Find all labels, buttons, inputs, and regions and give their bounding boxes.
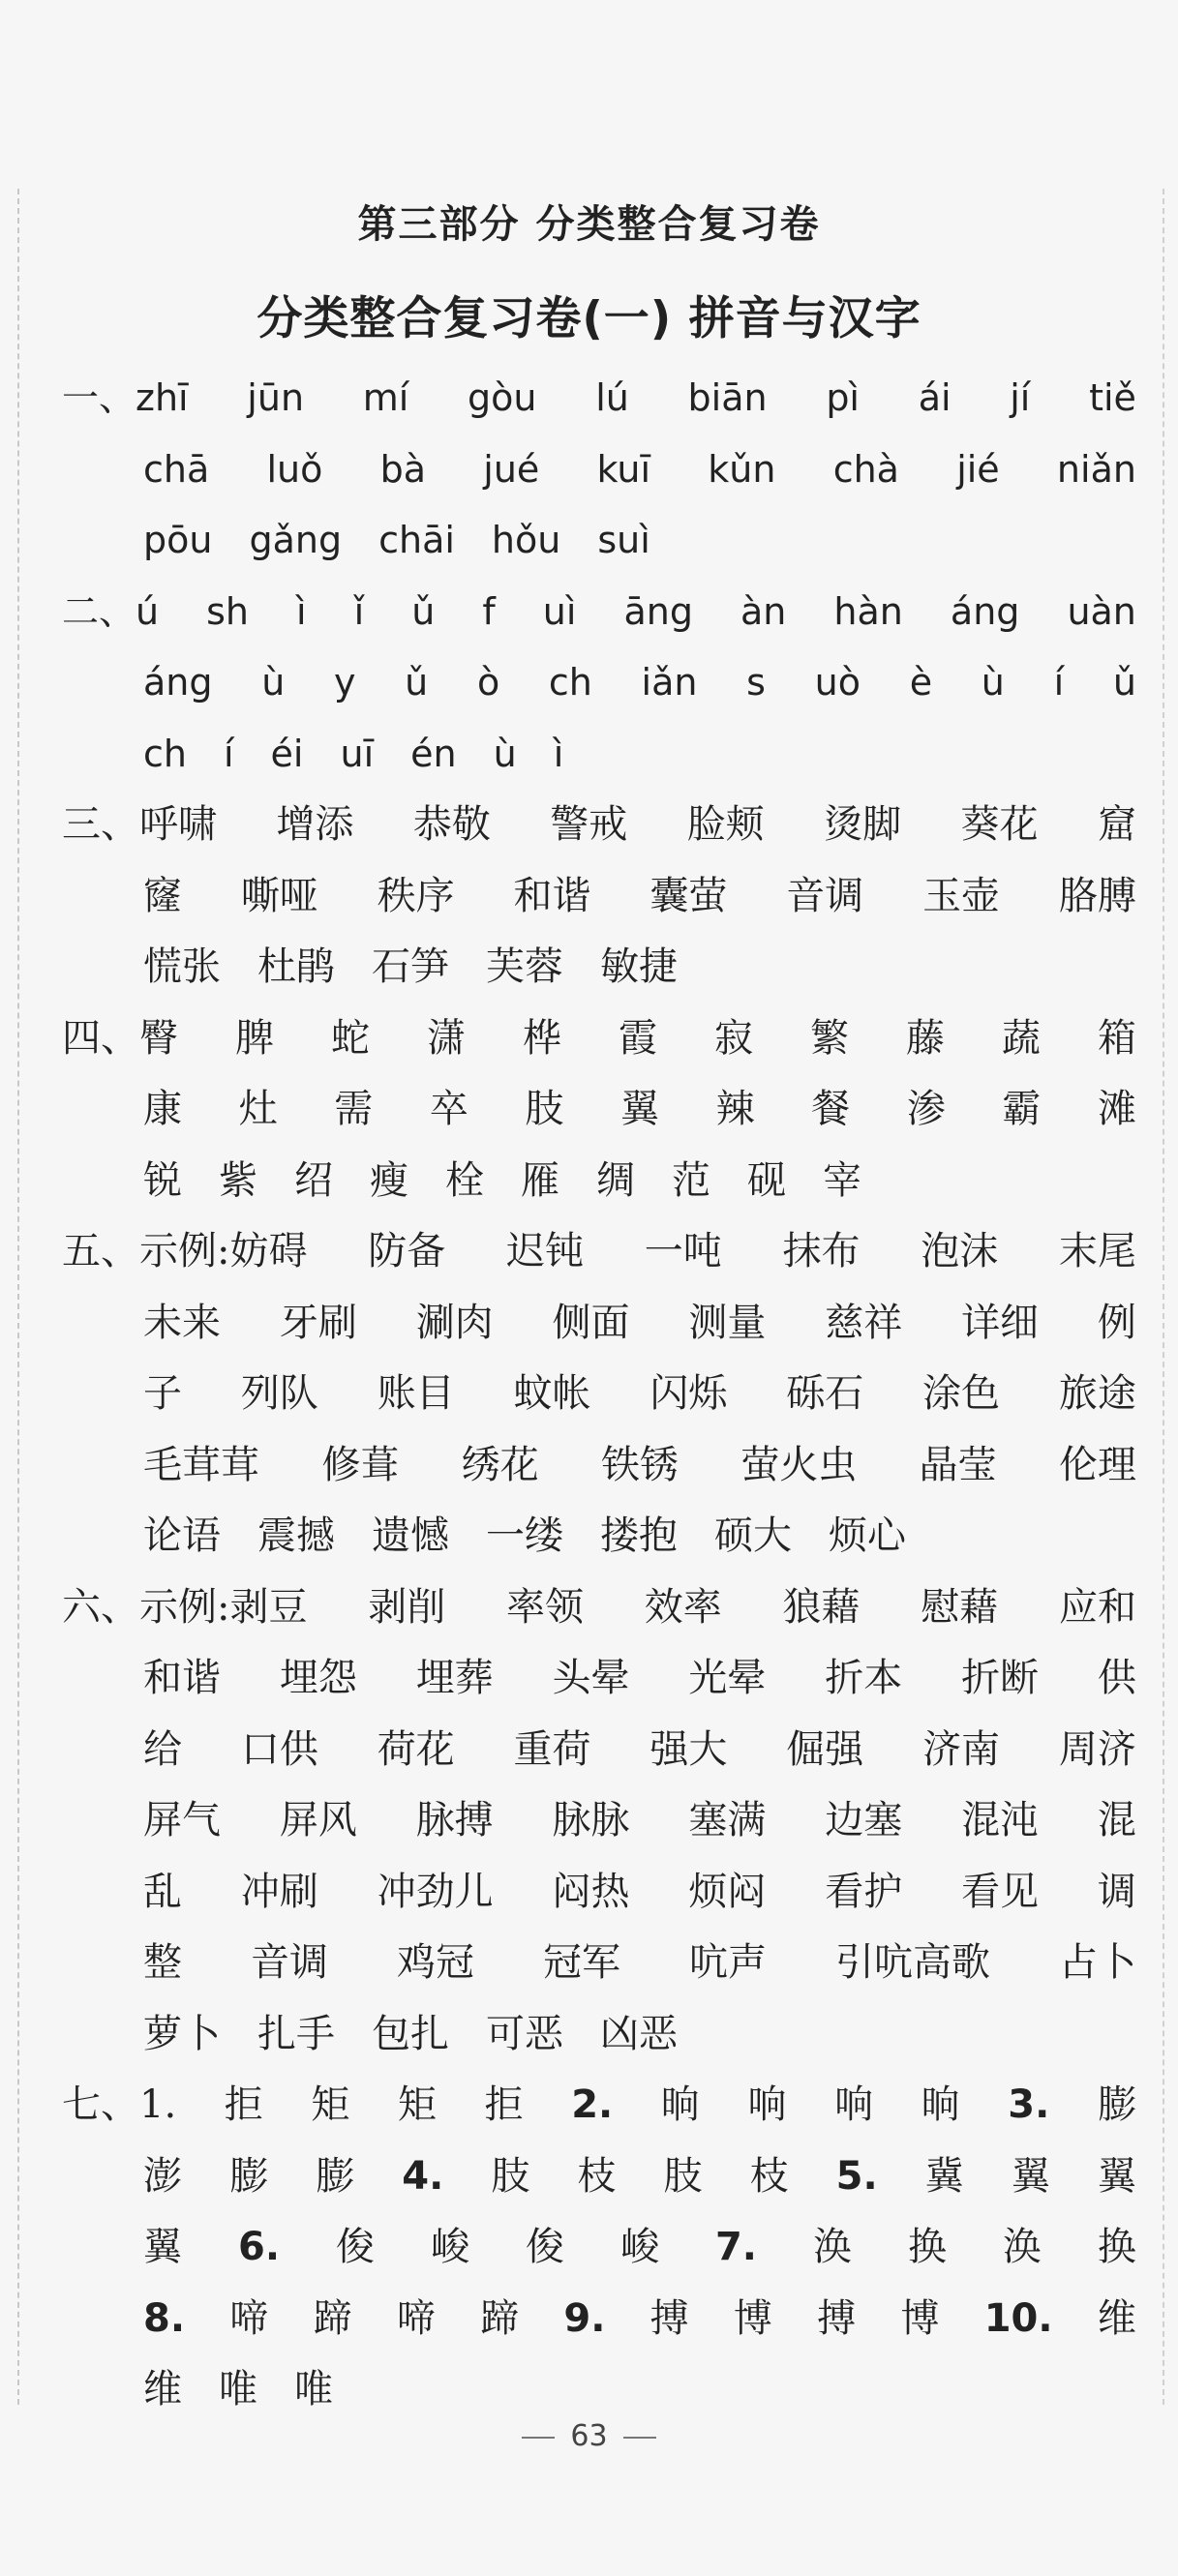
answer-item: 占卜 bbox=[1059, 1940, 1136, 1985]
answer-item: 肢 bbox=[491, 2153, 530, 2199]
answer-item: chāi bbox=[378, 519, 455, 561]
answer-item: kǔn bbox=[708, 447, 776, 491]
answer-item: 6. bbox=[237, 2225, 281, 2269]
answer-item: 供 bbox=[1097, 1656, 1136, 1700]
answer-item: 给 bbox=[143, 1726, 182, 1772]
answer-line bbox=[62, 1288, 1136, 1360]
answer-item: 换 bbox=[1097, 2225, 1136, 2269]
answer-item: ò bbox=[476, 661, 500, 704]
answer-item: 埋葬 bbox=[415, 1656, 494, 1700]
answer-item: suì bbox=[597, 519, 650, 561]
answer-line bbox=[62, 1003, 1136, 1075]
answer-item: 边塞 bbox=[825, 1798, 903, 1842]
answer-item: 牙刷 bbox=[279, 1300, 357, 1345]
answer-item: ǐ bbox=[353, 589, 365, 633]
answer-item: 玉壶 bbox=[922, 873, 1001, 918]
answer-item: 雁 bbox=[521, 1157, 559, 1203]
answer-item: éi bbox=[270, 732, 304, 775]
answer-item: 翼 bbox=[143, 2225, 182, 2269]
answer-item: 重荷 bbox=[513, 1726, 591, 1772]
answer-item: 伦理 bbox=[1058, 1442, 1136, 1487]
answer-item: 折断 bbox=[961, 1656, 1040, 1700]
answer-item: 搏 bbox=[649, 2295, 689, 2341]
answer-item: 翼 bbox=[619, 1087, 659, 1131]
answer-item: 胳膊 bbox=[1058, 873, 1136, 918]
answer-item: y bbox=[333, 661, 356, 704]
answer-item: 抹布 bbox=[782, 1229, 861, 1273]
answer-item: 潇 bbox=[427, 1015, 466, 1061]
answer-item: 窟 bbox=[1097, 802, 1136, 847]
answer-item: bà bbox=[379, 447, 427, 491]
answer-item: í bbox=[223, 732, 234, 775]
answer-item: uò bbox=[814, 661, 861, 704]
answer-line bbox=[62, 2212, 1136, 2284]
answer-item: 迟钝 bbox=[505, 1229, 584, 1273]
answer-item: 膨 bbox=[1097, 2082, 1136, 2127]
answer-item: 和谐 bbox=[143, 1656, 221, 1700]
answer-item: 敏捷 bbox=[600, 944, 678, 989]
answer-item: 博 bbox=[733, 2295, 772, 2341]
answer-item: 冀 bbox=[924, 2153, 964, 2199]
answer-list bbox=[62, 363, 1136, 2426]
answer-item: uì bbox=[542, 589, 577, 633]
answer-item: 涣 bbox=[812, 2225, 852, 2269]
answer-line bbox=[62, 1430, 1136, 1502]
answer-item: 脸颊 bbox=[686, 802, 765, 847]
answer-item: 铁锈 bbox=[600, 1442, 679, 1487]
answer-item: 杜鹃 bbox=[257, 944, 335, 989]
answer-item: 晌 bbox=[660, 2082, 700, 2127]
answer-item: āng bbox=[623, 589, 693, 633]
answer-item: gǎng bbox=[249, 519, 343, 561]
answer-item: 乱 bbox=[143, 1869, 182, 1914]
answer-item: 萤火虫 bbox=[740, 1442, 858, 1487]
answer-item: 窿 bbox=[143, 873, 182, 918]
answer-item: 维 bbox=[1097, 2295, 1136, 2341]
answer-item: jié bbox=[956, 447, 1000, 491]
answer-item: 鸡冠 bbox=[397, 1940, 474, 1985]
answer-item: 烦心 bbox=[829, 1513, 906, 1558]
answer-item: 一缕 bbox=[486, 1513, 563, 1558]
answer-item: 三、呼啸 bbox=[62, 802, 217, 847]
answer-item: 闪烁 bbox=[649, 1371, 728, 1416]
answer-line bbox=[62, 932, 1136, 1003]
answer-item: 冠军 bbox=[543, 1940, 620, 1985]
answer-item: áng bbox=[950, 589, 1020, 633]
answer-item: 末尾 bbox=[1058, 1229, 1136, 1273]
answer-item: 蔬 bbox=[1002, 1015, 1041, 1061]
answer-item: gòu bbox=[468, 376, 537, 419]
answer-item: 搏 bbox=[817, 2295, 857, 2341]
answer-item: 冲劲儿 bbox=[377, 1869, 494, 1914]
answer-item: 3. bbox=[1008, 2082, 1050, 2127]
answer-item: 蹄 bbox=[480, 2295, 520, 2341]
answer-item: 渗 bbox=[906, 1087, 946, 1131]
answer-line bbox=[62, 1146, 1136, 1217]
answer-item: 砾石 bbox=[786, 1371, 864, 1416]
answer-item: 引吭高歌 bbox=[835, 1940, 990, 1985]
answer-item: 肢 bbox=[525, 1087, 564, 1131]
answer-item: ǔ bbox=[405, 661, 429, 704]
answer-item: 峻 bbox=[619, 2225, 659, 2269]
answer-line bbox=[62, 647, 1136, 719]
answer-item: ǔ bbox=[411, 589, 436, 633]
answer-line bbox=[62, 1999, 1136, 2071]
answer-line bbox=[62, 1643, 1136, 1715]
answer-item: 2. bbox=[571, 2082, 614, 2127]
answer-item: 搂抱 bbox=[600, 1513, 678, 1558]
answer-line bbox=[62, 1216, 1136, 1288]
answer-line bbox=[62, 1074, 1136, 1146]
answer-item: 矩 bbox=[311, 2082, 350, 2127]
answer-item: 口供 bbox=[240, 1726, 318, 1772]
answer-item: ǔ bbox=[1112, 661, 1136, 704]
footer-dash-left bbox=[522, 2437, 555, 2439]
answer-item: 啼 bbox=[229, 2295, 269, 2341]
answer-item: ch bbox=[143, 732, 187, 775]
answer-item: 餐 bbox=[811, 1087, 851, 1131]
answer-item: 葵花 bbox=[960, 802, 1039, 847]
answer-item: 倔强 bbox=[786, 1726, 864, 1772]
answer-item: 详细 bbox=[961, 1300, 1040, 1345]
right-dashed-margin bbox=[1163, 189, 1164, 2405]
answer-item: 涣 bbox=[1002, 2225, 1042, 2269]
answer-item: 混 bbox=[1097, 1798, 1136, 1842]
answer-item: 列队 bbox=[240, 1371, 318, 1416]
answer-item: 9. bbox=[563, 2295, 606, 2341]
answer-item: 例 bbox=[1097, 1300, 1136, 1345]
answer-item: jué bbox=[483, 447, 540, 491]
answer-line bbox=[62, 505, 1136, 577]
answer-item: 应和 bbox=[1058, 1584, 1136, 1630]
answer-item: 头晕 bbox=[552, 1656, 630, 1700]
answer-line bbox=[62, 363, 1136, 434]
answer-item: 增添 bbox=[276, 802, 354, 847]
answer-item: 音调 bbox=[786, 873, 864, 918]
answer-item: 澎 bbox=[143, 2153, 182, 2199]
answer-item: àn bbox=[740, 589, 787, 633]
answer-item: 旅途 bbox=[1058, 1371, 1136, 1416]
answer-item: 脉搏 bbox=[415, 1798, 494, 1842]
answer-item: 俊 bbox=[525, 2225, 564, 2269]
answer-line bbox=[62, 577, 1136, 648]
answer-item: 秩序 bbox=[377, 873, 455, 918]
answer-item: 烦闷 bbox=[688, 1869, 767, 1914]
answer-line bbox=[62, 1359, 1136, 1430]
answer-item: 屏气 bbox=[143, 1798, 221, 1842]
answer-item: 拒 bbox=[224, 2082, 263, 2127]
answer-item: 8. bbox=[143, 2295, 186, 2341]
answer-line bbox=[62, 2070, 1136, 2142]
answer-item: 周济 bbox=[1058, 1726, 1136, 1772]
answer-item: 绸 bbox=[596, 1157, 635, 1203]
answer-item: 论语 bbox=[143, 1513, 221, 1558]
answer-item: 慌张 bbox=[143, 944, 221, 989]
answer-item: niǎn bbox=[1056, 447, 1136, 491]
answer-item: 和谐 bbox=[513, 873, 591, 918]
answer-item: 子 bbox=[143, 1371, 182, 1416]
section-title: 第三部分 分类整合复习卷 bbox=[357, 202, 821, 247]
answer-item: 凶恶 bbox=[600, 2011, 678, 2056]
answer-item: 脉脉 bbox=[552, 1798, 630, 1842]
answer-item: 响 bbox=[747, 2082, 787, 2127]
answer-item: 四、臀 bbox=[62, 1015, 178, 1061]
answer-item: 看护 bbox=[825, 1869, 903, 1914]
answer-item: í bbox=[1053, 661, 1065, 704]
answer-item: 博 bbox=[900, 2295, 940, 2341]
answer-item: 整 bbox=[143, 1940, 182, 1985]
footer-dash-right bbox=[623, 2437, 656, 2439]
answer-item: 包扎 bbox=[372, 2011, 449, 2056]
answer-item: 膨 bbox=[316, 2153, 355, 2199]
answer-item: 扎手 bbox=[257, 2011, 335, 2056]
answer-line bbox=[62, 2142, 1136, 2213]
answer-item: 响 bbox=[834, 2082, 874, 2127]
answer-item: s bbox=[746, 661, 766, 704]
answer-item: 修葺 bbox=[321, 1442, 400, 1487]
answer-item: 桦 bbox=[523, 1015, 561, 1061]
answer-item: 灶 bbox=[238, 1087, 278, 1131]
answer-item: 冲刷 bbox=[240, 1869, 318, 1914]
page-number: 63 bbox=[570, 2419, 608, 2453]
answer-line bbox=[62, 1785, 1136, 1857]
answer-item: 吭声 bbox=[689, 1940, 767, 1985]
answer-item: 济南 bbox=[922, 1726, 1001, 1772]
answer-line bbox=[62, 2284, 1136, 2355]
answer-item: 六、示例:剥豆 bbox=[62, 1584, 308, 1630]
answer-item: pì bbox=[826, 376, 860, 419]
answer-item: 蹄 bbox=[313, 2295, 352, 2341]
answer-item: 震撼 bbox=[257, 1513, 335, 1558]
answer-item: ù bbox=[261, 661, 286, 704]
answer-item: 唯 bbox=[219, 2367, 257, 2411]
answer-item: hǒu bbox=[491, 519, 561, 561]
answer-item: 10. bbox=[983, 2295, 1053, 2341]
answer-item: 拒 bbox=[484, 2082, 524, 2127]
answer-item: 埋怨 bbox=[279, 1656, 357, 1700]
answer-item: 塞满 bbox=[688, 1798, 767, 1842]
answer-item: 箱 bbox=[1098, 1015, 1136, 1061]
answer-item: 辣 bbox=[715, 1087, 755, 1131]
answer-item: 狼藉 bbox=[782, 1584, 861, 1630]
answer-line bbox=[62, 1573, 1136, 1644]
answer-line bbox=[62, 1928, 1136, 1999]
answer-item: 栓 bbox=[445, 1157, 484, 1203]
answer-item: 折本 bbox=[825, 1656, 903, 1700]
answer-item: 瘦 bbox=[370, 1157, 408, 1203]
answer-item: 晶莹 bbox=[919, 1442, 997, 1487]
answer-item: luǒ bbox=[266, 447, 323, 491]
answer-item: 率领 bbox=[505, 1584, 584, 1630]
answer-item: pōu bbox=[143, 519, 213, 561]
answer-item: 光晕 bbox=[688, 1656, 767, 1700]
answer-item: 范 bbox=[672, 1157, 710, 1203]
answer-item: 警戒 bbox=[550, 802, 628, 847]
answer-item: 涂色 bbox=[922, 1371, 1001, 1416]
answer-item: 锐 bbox=[143, 1157, 182, 1203]
answer-item: 需 bbox=[334, 1087, 374, 1131]
answer-item: 未来 bbox=[143, 1300, 221, 1345]
answer-item: iǎn bbox=[641, 661, 698, 704]
answer-item: ái bbox=[918, 376, 951, 419]
answer-item: 脾 bbox=[235, 1015, 274, 1061]
answer-item: lú bbox=[595, 376, 629, 419]
answer-item: 防备 bbox=[368, 1229, 446, 1273]
answer-item: tiě bbox=[1089, 376, 1136, 419]
answer-item: 换 bbox=[907, 2225, 947, 2269]
answer-item: ù bbox=[981, 661, 1005, 704]
answer-item: 5. bbox=[835, 2153, 878, 2199]
answer-item: 绣花 bbox=[461, 1442, 539, 1487]
answer-item: 看见 bbox=[961, 1869, 1040, 1914]
answer-item: én bbox=[410, 732, 457, 775]
answer-item: 剥削 bbox=[368, 1584, 446, 1630]
answer-item: jí bbox=[1010, 376, 1031, 419]
answer-item: ì bbox=[553, 732, 564, 775]
answer-item: chà bbox=[832, 447, 899, 491]
answer-item: 测量 bbox=[688, 1300, 767, 1345]
answer-item: 泡沫 bbox=[921, 1229, 999, 1273]
answer-item: kuī bbox=[596, 447, 651, 491]
answer-item: hàn bbox=[833, 589, 903, 633]
answer-item: ù bbox=[493, 732, 517, 775]
answer-line bbox=[62, 861, 1136, 933]
answer-item: 荷花 bbox=[377, 1726, 455, 1772]
answer-item: 枝 bbox=[577, 2153, 617, 2199]
answer-item: 闷热 bbox=[552, 1869, 630, 1914]
answer-item: 一吨 bbox=[644, 1229, 722, 1273]
answer-item: 蛇 bbox=[331, 1015, 370, 1061]
answer-item: 霞 bbox=[619, 1015, 657, 1061]
answer-item: 滩 bbox=[1097, 1087, 1136, 1131]
answer-item: 涮肉 bbox=[415, 1300, 494, 1345]
answer-item: 霸 bbox=[1002, 1087, 1042, 1131]
answer-line bbox=[62, 1715, 1136, 1786]
answer-item: 膨 bbox=[229, 2153, 269, 2199]
answer-item: 蚊帐 bbox=[513, 1371, 591, 1416]
answer-item: 啼 bbox=[396, 2295, 436, 2341]
answer-item: 繁 bbox=[810, 1015, 849, 1061]
answer-item: ì bbox=[296, 589, 307, 633]
answer-item: chā bbox=[143, 447, 210, 491]
answer-item: uàn bbox=[1067, 589, 1136, 633]
answer-line bbox=[62, 719, 1136, 791]
answer-item: jūn bbox=[247, 376, 305, 419]
answer-item: 紫 bbox=[219, 1157, 257, 1203]
answer-item: mí bbox=[362, 376, 409, 419]
answer-item: ch bbox=[548, 661, 592, 704]
page-title: 分类整合复习卷(一) 拼音与汉字 bbox=[257, 292, 921, 345]
answer-item: 4. bbox=[402, 2153, 444, 2199]
answer-item: 枝 bbox=[749, 2153, 789, 2199]
answer-item: 音调 bbox=[251, 1940, 328, 1985]
answer-item: 砚 bbox=[747, 1157, 786, 1203]
answer-item: 绍 bbox=[294, 1157, 333, 1203]
answer-item: 萝卜 bbox=[143, 2011, 221, 2056]
answer-item: 矩 bbox=[398, 2082, 437, 2127]
answer-item: 康 bbox=[143, 1087, 182, 1131]
answer-item: 藤 bbox=[906, 1015, 945, 1061]
answer-item: 嘶哑 bbox=[240, 873, 318, 918]
answer-item: 强大 bbox=[649, 1726, 728, 1772]
answer-item: è bbox=[909, 661, 933, 704]
answer-item: 屏风 bbox=[279, 1798, 357, 1842]
answer-item: 可恶 bbox=[486, 2011, 563, 2056]
left-dashed-margin bbox=[17, 189, 19, 2405]
answer-item: 调 bbox=[1097, 1869, 1136, 1914]
answer-line bbox=[62, 1857, 1136, 1929]
answer-item: 烫脚 bbox=[824, 802, 902, 847]
answer-item: 芙蓉 bbox=[486, 944, 563, 989]
answer-item: 二、ú bbox=[62, 589, 160, 633]
answer-item: biān bbox=[687, 376, 768, 419]
answer-item: 维 bbox=[143, 2367, 182, 2411]
answer-line bbox=[62, 434, 1136, 506]
answer-item: áng bbox=[143, 661, 213, 704]
answer-item: f bbox=[482, 589, 496, 633]
answer-item: 囊萤 bbox=[649, 873, 728, 918]
answer-item: 翼 bbox=[1097, 2153, 1136, 2199]
answer-item: 肢 bbox=[663, 2153, 703, 2199]
answer-item: uī bbox=[340, 732, 375, 775]
answer-item: 唯 bbox=[294, 2367, 333, 2411]
answer-item: 五、示例:妨碍 bbox=[62, 1229, 308, 1273]
answer-item: sh bbox=[206, 589, 250, 633]
answer-item: 翼 bbox=[1011, 2153, 1050, 2199]
answer-item: 硕大 bbox=[714, 1513, 792, 1558]
answer-item: 慰藉 bbox=[921, 1584, 999, 1630]
answer-line bbox=[62, 1501, 1136, 1573]
answer-item: 恭敬 bbox=[412, 802, 491, 847]
answer-item: 混沌 bbox=[961, 1798, 1040, 1842]
answer-item: 毛茸茸 bbox=[143, 1442, 259, 1487]
answer-item: 卒 bbox=[429, 1087, 468, 1131]
answer-item: 七、1. bbox=[62, 2082, 177, 2127]
answer-item: 7. bbox=[714, 2225, 757, 2269]
answer-item: 慈祥 bbox=[825, 1300, 903, 1345]
answer-item: 侧面 bbox=[552, 1300, 630, 1345]
answer-item: 遗憾 bbox=[372, 1513, 449, 1558]
answer-item: 账目 bbox=[377, 1371, 455, 1416]
answer-item: 效率 bbox=[644, 1584, 722, 1630]
answer-item: 寂 bbox=[714, 1015, 753, 1061]
answer-item: 晌 bbox=[921, 2082, 960, 2127]
answer-item: 宰 bbox=[823, 1157, 861, 1203]
answer-line bbox=[62, 2354, 1136, 2426]
page-footer bbox=[0, 2419, 1178, 2453]
answer-item: 石笋 bbox=[372, 944, 449, 989]
answer-item: 峻 bbox=[430, 2225, 469, 2269]
answer-line bbox=[62, 790, 1136, 861]
answer-item: 一、zhī bbox=[62, 376, 189, 419]
answer-item: 俊 bbox=[336, 2225, 375, 2269]
